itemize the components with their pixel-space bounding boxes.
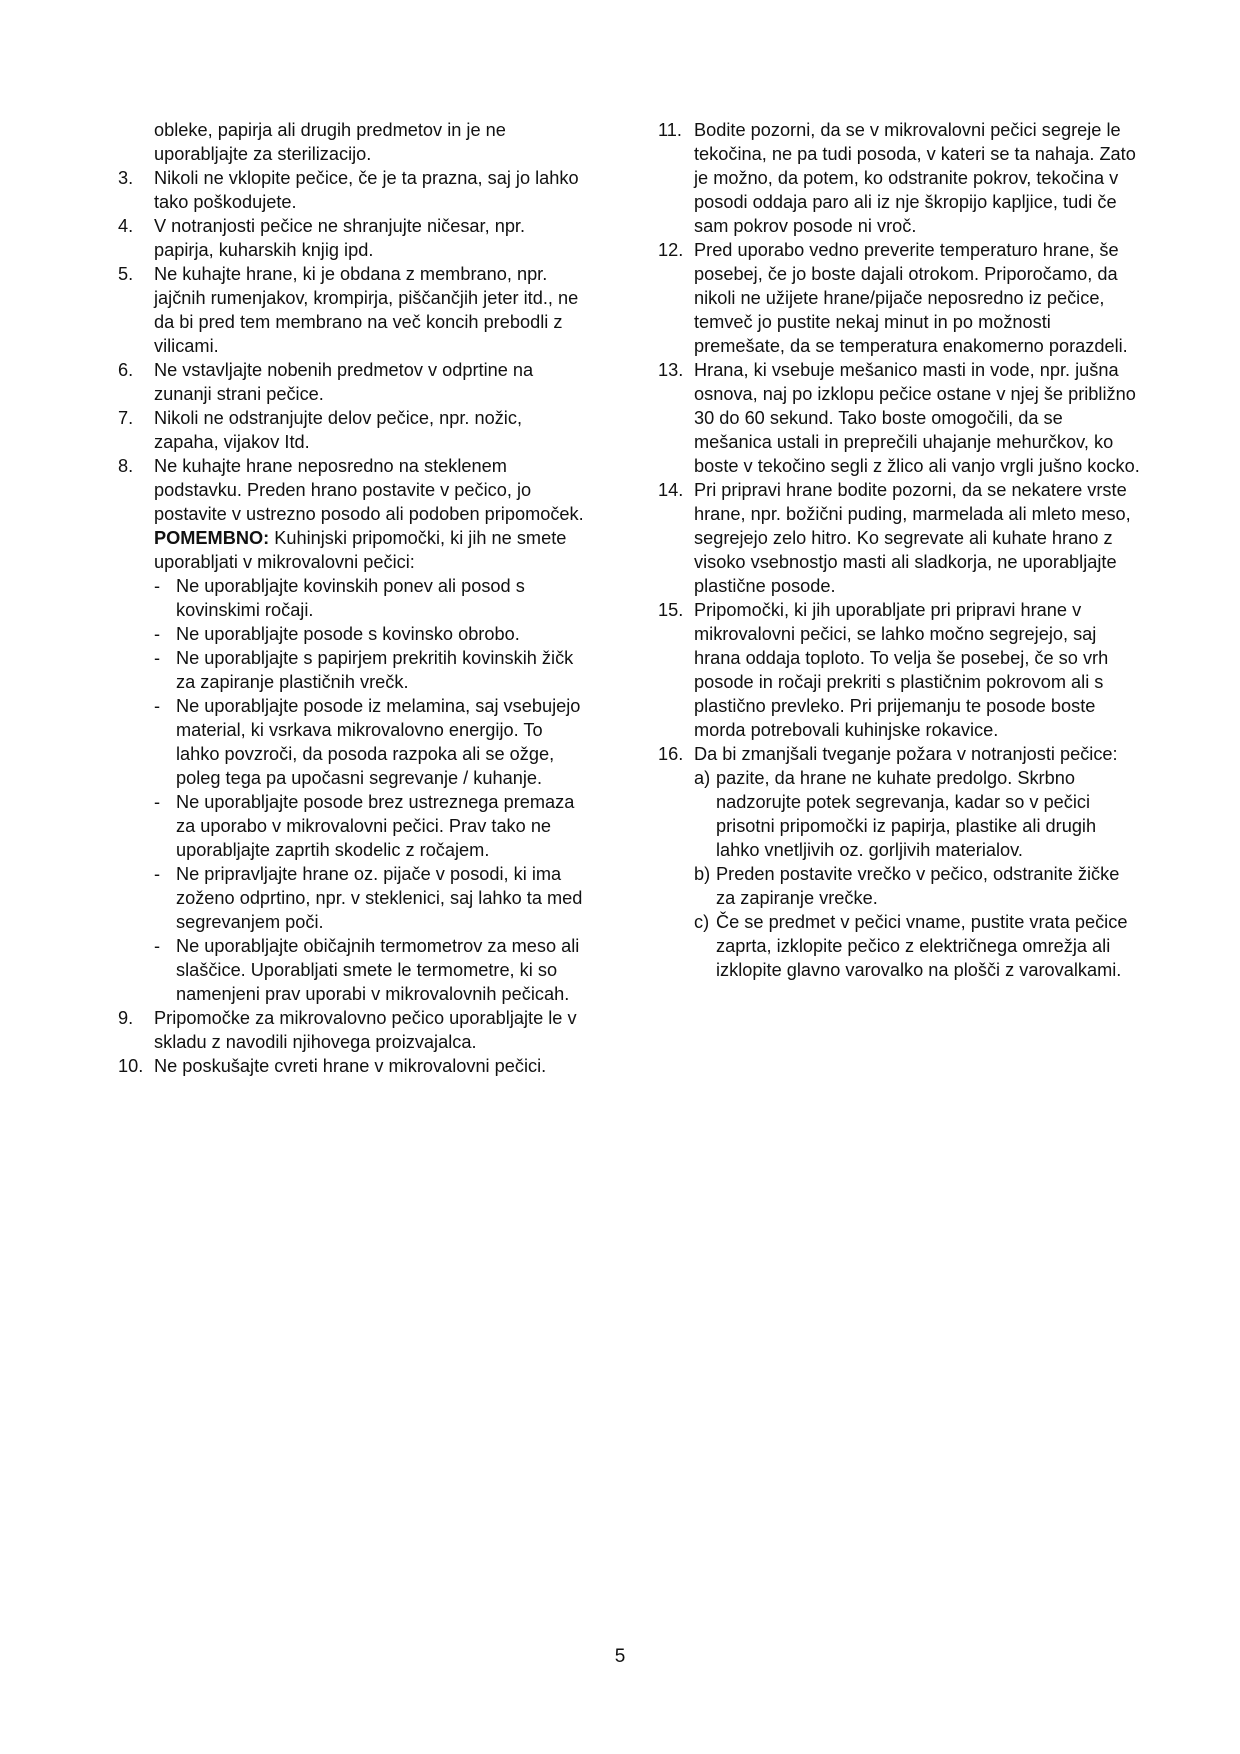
item-text: Nikoli ne odstranjujte delov pečice, npr. nožic, zapaha, vijakov Itd. [154, 408, 522, 452]
item-text: Pri pripravi hrane bodite pozorni, da se nekatere vrste hrane, npr. božični puding, marmelada ali mleto meso, segrejejo zelo hitro. Ko segrevate ali kuhate hrano z visoko vsebnostjo masti ali sladkorja, ne uporabljajte plastične posode. [694, 480, 1131, 596]
list-item [118, 1006, 588, 1054]
item-text: Da bi zmanjšali tveganje požara v notranjosti pečice: [694, 744, 1118, 764]
list-item [118, 406, 588, 454]
important-text: Kuhinjski pripomočki, ki jih ne smete uporabljati v mikrovalovni pečici: [154, 528, 567, 572]
item-number: 6. [118, 360, 134, 380]
dash-item [118, 622, 588, 646]
item-number: 7. [118, 408, 134, 428]
item-text: Hrana, ki vsebuje mešanico masti in vode, npr. jušna osnova, naj po izklopu pečice ostane v njej še približno 30 do 60 sekund. Tako boste omogočili, da se mešanica ustali in preprečili uhajanje mehurčkov, ko boste v tekočino segli z žlico ali vanjo vrgli jušno kocko. [694, 360, 1140, 476]
item-number: 14. [658, 480, 684, 500]
item-number: 3. [118, 168, 134, 188]
item-text: Pred uporabo vedno preverite temperaturo hrane, še posebej, če jo boste dajali otrokom. Priporočamo, da nikoli ne užijete hrane/pijače neposredno iz pečice, temveč jo pustite nekaj minut in po možnosti premešate, da se temperatura enakomerno porazdeli. [694, 240, 1128, 356]
dash-marker: - [154, 624, 161, 644]
list-item [658, 238, 1140, 358]
lettered-item [658, 766, 1140, 862]
item-number: 9. [118, 1008, 134, 1028]
item-number: 15. [658, 600, 684, 620]
list-item [658, 478, 1140, 598]
item-text: V notranjosti pečice ne shranjujte ničesar, npr. papirja, kuharskih knjig ipd. [154, 216, 526, 260]
item-number: 16. [658, 744, 684, 764]
dash-marker: - [154, 936, 161, 956]
dash-text: Ne uporabljajte običajnih termometrov za meso ali slaščice. Uporabljati smete le termometre, ki so namenjeni prav uporabi v mikrovalovnih pečicah. [176, 936, 580, 1004]
item-text: Ne kuhajte hrane neposredno na steklenem podstavku. Preden hrano postavite v pečico, jo postavite v ustrezno posodo ali podoben pripomoček. [154, 456, 584, 524]
important-label: POMEMBNO: [154, 528, 270, 548]
list-item [118, 166, 588, 214]
list-item [118, 358, 588, 406]
left-column [118, 118, 588, 1078]
dash-marker: - [154, 696, 161, 716]
item-number: 4. [118, 216, 134, 236]
item-number: 5. [118, 264, 134, 284]
dash-marker: - [154, 648, 161, 668]
list-item [658, 118, 1140, 238]
dash-text: Ne uporabljajte posode s kovinsko obrobo. [176, 624, 520, 644]
item-number: 11. [658, 120, 682, 140]
lettered-item [658, 862, 1140, 910]
item-text: Pripomočki, ki jih uporabljate pri pripravi hrane v mikrovalovni pečici, se lahko močno segrejejo, saj hrana oddaja toploto. To velja še posebej, če so vrh posode in ročaji prekriti s plastičnim pokrovom ali s plastično prevleko. Pri prijemanju te posode boste morda potrebovali kuhinjske rokavice. [694, 600, 1109, 740]
item-letter: a) [694, 768, 711, 788]
important-note [118, 526, 588, 574]
page-number: 5 [614, 1646, 626, 1667]
dash-text: Ne uporabljajte s papirjem prekritih kovinskih žičk za zapiranje plastičnih vrečk. [176, 648, 574, 692]
item-number: 13. [658, 360, 684, 380]
lettered-item [658, 910, 1140, 982]
lettered-text: pazite, da hrane ne kuhate predolgo. Skrbno nadzorujte potek segrevanja, kadar so v pečici prisotni pripomočki iz papirja, plastike ali drugih lahko vnetljivih oz. gorljivih materialov. [716, 768, 1097, 860]
right-column [658, 118, 1140, 982]
item-text: Ne kuhajte hrane, ki je obdana z membrano, npr. jajčnih rumenjakov, krompirja, piščančjih jeter itd., ne da bi pred tem membrano na več koncih prebodli z vilicami. [154, 264, 579, 356]
dash-item [118, 646, 588, 694]
item-number: 10. [118, 1056, 144, 1076]
item-text: Ne vstavljajte nobenih predmetov v odprtine na zunanji strani pečice. [154, 360, 534, 404]
dash-item [118, 694, 588, 790]
list-item [658, 598, 1140, 742]
dash-text: Ne pripravljajte hrane oz. pijače v posodi, ki ima zoženo odprtino, npr. v steklenici, saj lahko ta med segrevanjem poči. [176, 864, 583, 932]
list-item [118, 262, 588, 358]
list-item [658, 742, 1140, 766]
dash-text: Ne uporabljajte posode iz melamina, saj vsebujejo material, ki vsrkava mikrovalovno energijo. To lahko povzroči, da posoda razpoka ali se ožge, poleg tega pa upočasni segrevanje / kuhanje. [176, 696, 581, 788]
list-item [658, 358, 1140, 478]
dash-marker: - [154, 792, 161, 812]
dash-marker: - [154, 864, 161, 884]
lettered-text: Če se predmet v pečici vname, pustite vrata pečice zaprta, izklopite pečico z električnega omrežja ali izklopite glavno varovalko na plošči z varovalkami. [716, 912, 1128, 980]
dash-item [118, 790, 588, 862]
item-letter: b) [694, 864, 711, 884]
item-text: Bodite pozorni, da se v mikrovalovni pečici segreje le tekočina, ne pa tudi posoda, v kateri se ta nahaja. Zato je možno, da potem, ko odstranite pokrov, tekočina v posodi oddaja paro ali iz nje škropijo kapljice, tudi če sam pokrov posode ni vroč. [694, 120, 1136, 236]
dash-item [118, 862, 588, 934]
lettered-text: Preden postavite vrečko v pečico, odstranite žičke za zapiranje vrečke. [716, 864, 1120, 908]
item-number: 12. [658, 240, 684, 260]
list-item [118, 214, 588, 262]
item-text: Nikoli ne vklopite pečice, če je ta prazna, saj jo lahko tako poškodujete. [154, 168, 579, 212]
list-item [118, 1054, 588, 1078]
dash-text: Ne uporabljajte posode brez ustreznega premaza za uporabo v mikrovalovni pečici. Prav tako ne uporabljajte zaprtih skodelic z ročajem. [176, 792, 575, 860]
list-item [118, 454, 588, 526]
dash-text: Ne uporabljajte kovinskih ponev ali posod s kovinskimi ročaji. [176, 576, 525, 620]
dash-item [118, 574, 588, 622]
dash-marker: - [154, 576, 161, 596]
continued-text: obleke, papirja ali drugih predmetov in je ne uporabljajte za sterilizacijo. [154, 120, 506, 164]
dash-item [118, 934, 588, 1006]
item-letter: c) [694, 912, 710, 932]
item-text: Pripomočke za mikrovalovno pečico uporabljajte le v skladu z navodili njihovega proizvajalca. [154, 1008, 577, 1052]
item-number: 8. [118, 456, 134, 476]
item-text: Ne poskušajte cvreti hrane v mikrovalovni pečici. [154, 1056, 547, 1076]
